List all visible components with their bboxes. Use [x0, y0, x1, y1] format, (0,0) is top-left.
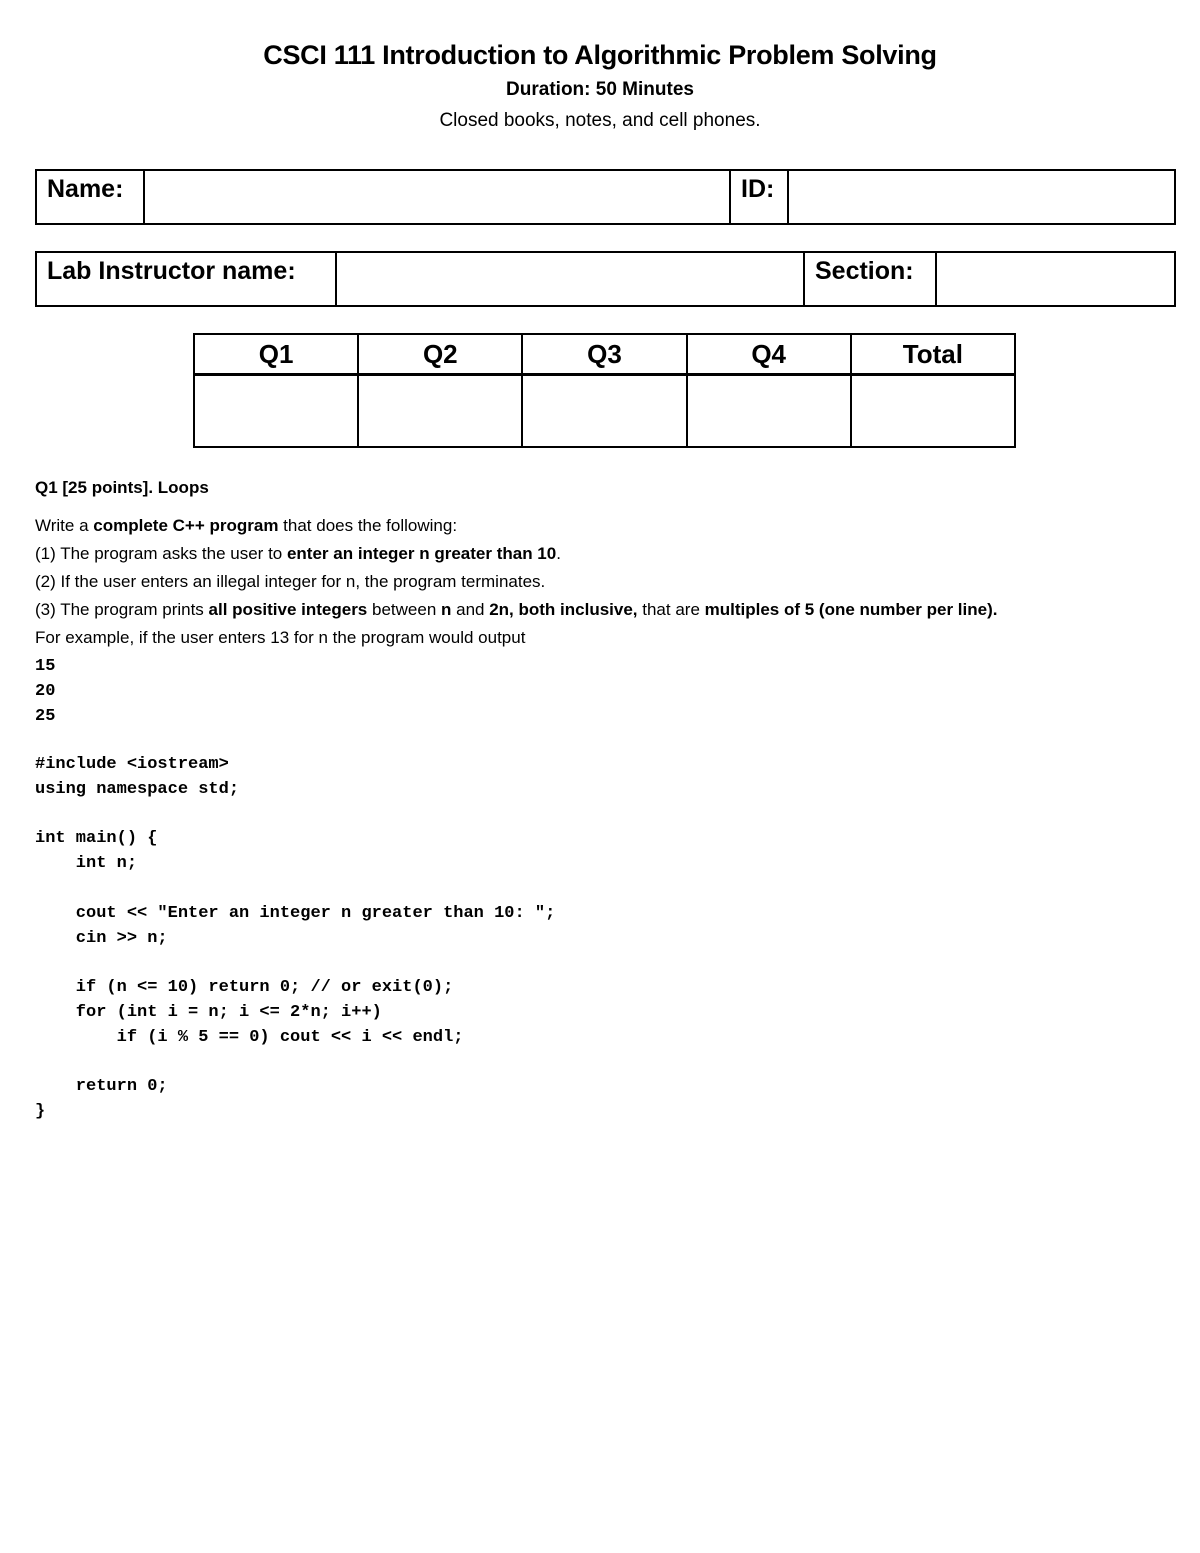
- score-cell-q3[interactable]: [522, 375, 686, 448]
- requirement-3-text-c: between: [367, 600, 442, 619]
- requirement-1-bold: enter an integer n greater than 10: [286, 544, 557, 563]
- section-field[interactable]: [936, 252, 1175, 306]
- sample-output: [35, 654, 1175, 729]
- requirement-1-number: (1): [35, 544, 56, 563]
- requirement-3-text-a: The program prints: [55, 600, 209, 619]
- score-table: [193, 333, 1016, 448]
- section-label: Section:: [804, 252, 936, 306]
- name-label: Name:: [36, 170, 144, 224]
- requirement-3-bold-h: multiples of 5 (one number per line).: [704, 600, 998, 619]
- score-cell-q4[interactable]: [687, 375, 851, 448]
- requirement-3-text-g: that are: [637, 600, 705, 619]
- requirement-3-bold-f: 2n, both inclusive,: [489, 600, 638, 619]
- solution-code: #include <iostream> using namespace std; int main() { int n; cout << "Enter an integer n greater than 10: "; cin >> n; if (n <= 10) return 0; // or exit(0); for (int i = n; i <= 2*n; i++) if (i % 5 == 0) cout << i << endl; return 0; }: [35, 755, 556, 1122]
- question-title: Q1 [25 points]. Loops: [35, 478, 209, 497]
- score-header-total: Total: [851, 334, 1015, 375]
- lab-instructor-label: Lab Instructor name:: [36, 252, 336, 306]
- exam-rules: Closed books, notes, and cell phones.: [439, 110, 761, 131]
- requirement-2-number: (2): [35, 572, 56, 591]
- requirement-3-bold-d: n: [441, 600, 452, 619]
- lab-section-table: [35, 251, 1176, 307]
- requirement-3-number: (3): [35, 600, 56, 619]
- score-cell-total[interactable]: [851, 375, 1015, 448]
- sample-output-line: 15: [35, 657, 56, 676]
- name-field[interactable]: [144, 170, 730, 224]
- score-cell-q1[interactable]: [194, 375, 358, 448]
- requirement-2: [35, 568, 1175, 596]
- id-field[interactable]: [788, 170, 1175, 224]
- requirement-3: [35, 596, 1175, 624]
- requirement-2-text: If the user enters an illegal integer for n, the program terminates.: [55, 572, 546, 591]
- requirement-3-text-e: and: [451, 600, 490, 619]
- sample-output-line: 25: [35, 707, 56, 726]
- exam-duration: Duration: 50 Minutes: [506, 79, 694, 100]
- requirement-1: [35, 540, 1175, 568]
- question-1: [35, 476, 1175, 1125]
- name-id-table: [35, 169, 1176, 225]
- intro-text-end: that does the following:: [278, 516, 458, 535]
- intro-text: Write a: [35, 516, 94, 535]
- score-header-q1: Q1: [194, 334, 358, 375]
- example-text: For example, if the user enters 13 for n the program would output: [35, 628, 526, 647]
- lab-instructor-field[interactable]: [336, 252, 804, 306]
- course-title: CSCI 111 Introduction to Algorithmic Problem Solving: [263, 40, 937, 70]
- question-intro: [35, 512, 1175, 540]
- exam-header: [0, 36, 1200, 133]
- requirement-3-bold-b: all positive integers: [208, 600, 368, 619]
- intro-bold: complete C++ program: [93, 516, 279, 535]
- requirement-1-end: .: [556, 544, 561, 563]
- id-label: ID:: [730, 170, 788, 224]
- score-header-q2: Q2: [358, 334, 522, 375]
- sample-output-line: 20: [35, 682, 56, 701]
- score-cell-q2[interactable]: [358, 375, 522, 448]
- score-header-q3: Q3: [522, 334, 686, 375]
- requirement-1-text: The program asks the user to: [55, 544, 287, 563]
- score-header-q4: Q4: [687, 334, 851, 375]
